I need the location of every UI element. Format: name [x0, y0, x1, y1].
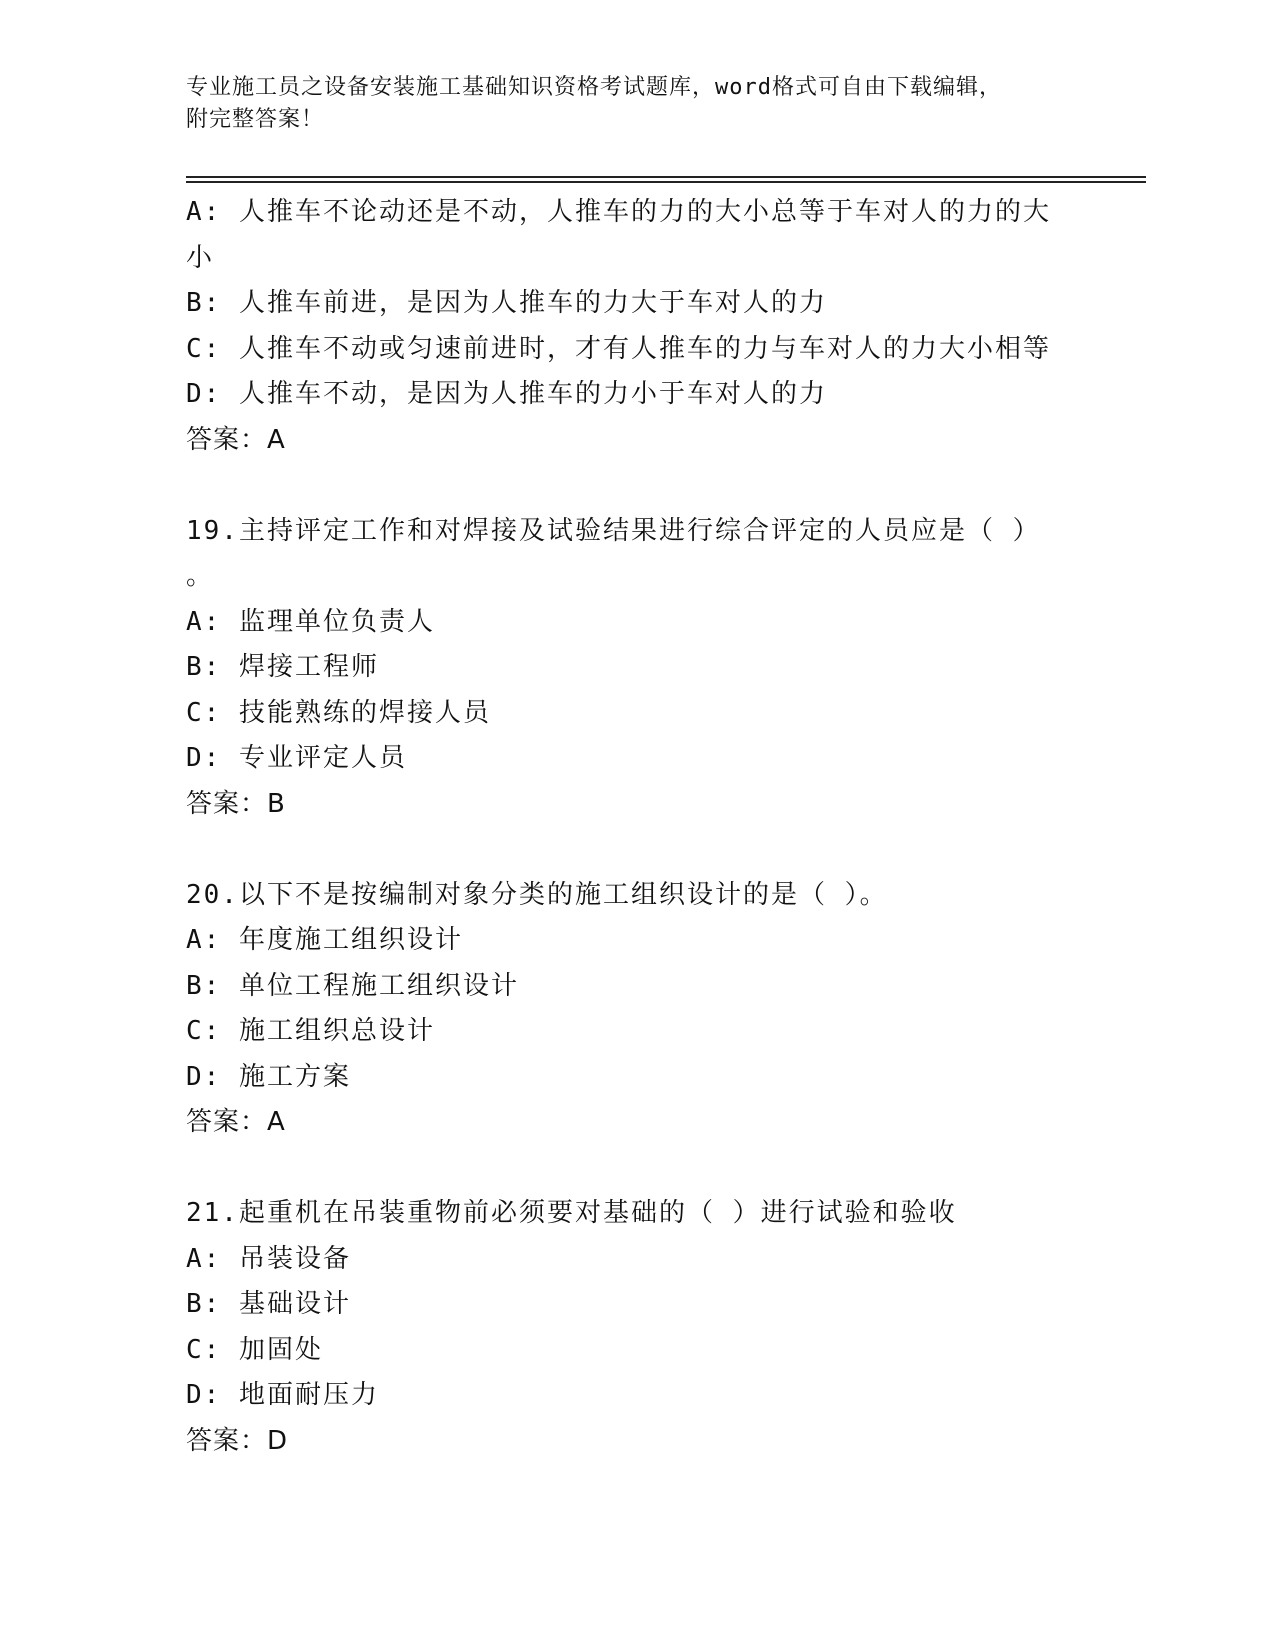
question-19	[186, 509, 1086, 828]
q18-option-c: C: 人推车不动或匀速前进时，才有人推车的力与车对人的力大小相等	[186, 333, 1051, 364]
spacer	[186, 827, 1086, 873]
q20-stem: 20.以下不是按编制对象分类的施工组织设计的是（ ）。	[186, 879, 888, 910]
question-20	[186, 873, 1086, 1146]
q21-stem: 21.起重机在吊装重物前必须要对基础的（ ）进行试验和验收	[186, 1198, 957, 1228]
q19-stem-wrap: 。	[186, 561, 215, 591]
q20-option-b: B: 单位工程施工组织设计	[186, 970, 519, 1001]
document-header	[186, 72, 1066, 136]
q18-option-a: A: 人推车不论动还是不动，人推车的力的大小总等于车对人的力的大	[186, 197, 1051, 227]
q21-option-d: D: 地面耐压力	[186, 1380, 379, 1410]
q18-option-d: D: 人推车不动，是因为人推车的力小于车对人的力	[186, 379, 827, 409]
q19-option-c: C: 技能熟练的焊接人员	[186, 697, 491, 728]
q20-option-d: D: 施工方案	[186, 1061, 351, 1092]
spacer	[186, 463, 1086, 509]
header-divider-top	[186, 176, 1146, 178]
q19-answer: 答案：B	[186, 788, 286, 819]
q19-option-a: A: 监理单位负责人	[186, 606, 435, 637]
question-21	[186, 1191, 1086, 1464]
q18-option-a-wrap: 小	[186, 242, 215, 273]
q21-answer: 答案：D	[186, 1425, 289, 1456]
q20-option-a: A: 年度施工组织设计	[186, 925, 463, 955]
q20-answer: 答案：A	[186, 1107, 286, 1137]
q18-option-b: B: 人推车前进，是因为人推车的力大于车对人的力	[186, 288, 827, 318]
q19-option-d: D: 专业评定人员	[186, 743, 407, 773]
q21-option-b: B: 基础设计	[186, 1289, 351, 1319]
header-line-2: 附完整答案！	[186, 107, 325, 132]
header-divider-bottom	[186, 181, 1146, 183]
q19-stem: 19.主持评定工作和对焊接及试验结果进行综合评定的人员应是（ ）	[186, 515, 1041, 546]
q18-answer: 答案：A	[186, 424, 286, 455]
spacer	[186, 1146, 1086, 1192]
q21-option-a: A: 吊装设备	[186, 1243, 351, 1274]
question-list	[186, 190, 1086, 1464]
q19-option-b: B: 焊接工程师	[186, 652, 379, 682]
header-line-1: 专业施工员之设备安装施工基础知识资格考试题库，word格式可自由下载编辑，	[186, 75, 1002, 100]
question-18	[186, 190, 1086, 463]
q20-option-c: C: 施工组织总设计	[186, 1016, 435, 1046]
q21-option-c: C: 加固处	[186, 1334, 323, 1365]
